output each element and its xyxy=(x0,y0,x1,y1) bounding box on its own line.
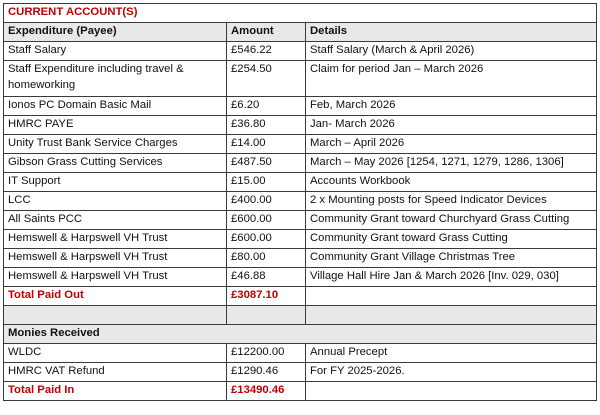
payee-cell: Ionos PC Domain Basic Mail xyxy=(4,97,227,116)
table-row xyxy=(4,268,597,287)
total-paid-in-row xyxy=(4,382,597,401)
details-cell: Staff Salary (March & April 2026) xyxy=(306,42,597,61)
table-row xyxy=(4,211,597,230)
table-title: CURRENT ACCOUNT(S) xyxy=(4,4,597,23)
payee-cell: Hemswell & Harpswell VH Trust xyxy=(4,268,227,287)
table-row xyxy=(4,154,597,173)
details-cell: For FY 2025-2026. xyxy=(306,363,597,382)
amount-cell: £36.80 xyxy=(227,116,306,135)
details-cell: Feb, March 2026 xyxy=(306,97,597,116)
amount-cell: £15.00 xyxy=(227,173,306,192)
payee-cell: HMRC PAYE xyxy=(4,116,227,135)
payee-cell: HMRC VAT Refund xyxy=(4,363,227,382)
amount-cell: £487.50 xyxy=(227,154,306,173)
header-payee: Expenditure (Payee) xyxy=(4,23,227,42)
details-cell: Annual Precept xyxy=(306,344,597,363)
amount-cell: £546.22 xyxy=(227,42,306,61)
amount-cell: £46.88 xyxy=(227,268,306,287)
details-cell: Community Grant toward Grass Cutting xyxy=(306,230,597,249)
total-paid-in-label: Total Paid In xyxy=(4,382,227,401)
table-row xyxy=(4,42,597,61)
amount-cell: £1290.46 xyxy=(227,363,306,382)
total-paid-out-amount: £3087.10 xyxy=(227,287,306,306)
details-cell: Community Grant toward Churchyard Grass Cutting xyxy=(306,211,597,230)
monies-received-header-row xyxy=(4,325,597,344)
amount-cell: £6.20 xyxy=(227,97,306,116)
details-cell: Village Hall Hire Jan & March 2026 [Inv. 029, 030] xyxy=(306,268,597,287)
table-row xyxy=(4,135,597,154)
amount-cell: £80.00 xyxy=(227,249,306,268)
empty-cell xyxy=(306,287,597,306)
amount-cell: £12200.00 xyxy=(227,344,306,363)
amount-cell: £600.00 xyxy=(227,230,306,249)
details-cell: Community Grant Village Christmas Tree xyxy=(306,249,597,268)
total-paid-in-amount: £13490.46 xyxy=(227,382,306,401)
payee-cell: All Saints PCC xyxy=(4,211,227,230)
details-cell: March – April 2026 xyxy=(306,135,597,154)
current-account-document xyxy=(3,3,596,401)
header-row xyxy=(4,23,597,42)
total-paid-out-row xyxy=(4,287,597,306)
amount-cell: £600.00 xyxy=(227,211,306,230)
payee-cell: WLDC xyxy=(4,344,227,363)
amount-cell: £14.00 xyxy=(227,135,306,154)
table-row xyxy=(4,61,597,97)
table-row xyxy=(4,97,597,116)
empty-cell xyxy=(4,306,227,325)
table-row xyxy=(4,344,597,363)
header-details: Details xyxy=(306,23,597,42)
amount-cell: £254.50 xyxy=(227,61,306,97)
payee-cell: Staff Salary xyxy=(4,42,227,61)
details-cell: March – May 2026 [1254, 1271, 1279, 1286, 1306] xyxy=(306,154,597,173)
table-row xyxy=(4,363,597,382)
total-paid-out-label: Total Paid Out xyxy=(4,287,227,306)
payee-cell: Gibson Grass Cutting Services xyxy=(4,154,227,173)
table-row xyxy=(4,192,597,211)
payee-cell: LCC xyxy=(4,192,227,211)
empty-cell xyxy=(306,306,597,325)
table-row xyxy=(4,230,597,249)
details-cell: Accounts Workbook xyxy=(306,173,597,192)
monies-received-title: Monies Received xyxy=(4,325,597,344)
table-row xyxy=(4,249,597,268)
payee-cell: IT Support xyxy=(4,173,227,192)
accounts-table xyxy=(3,3,597,401)
title-row xyxy=(4,4,597,23)
spacer-row xyxy=(4,306,597,325)
payee-cell: Staff Expenditure including travel & homeworking xyxy=(4,61,227,97)
details-cell: 2 x Mounting posts for Speed Indicator Devices xyxy=(306,192,597,211)
details-cell: Jan- March 2026 xyxy=(306,116,597,135)
details-cell: Claim for period Jan – March 2026 xyxy=(306,61,597,97)
table-row xyxy=(4,173,597,192)
table-row xyxy=(4,116,597,135)
header-amount: Amount xyxy=(227,23,306,42)
payee-cell: Hemswell & Harpswell VH Trust xyxy=(4,249,227,268)
amount-cell: £400.00 xyxy=(227,192,306,211)
payee-cell: Unity Trust Bank Service Charges xyxy=(4,135,227,154)
empty-cell xyxy=(306,382,597,401)
empty-cell xyxy=(227,306,306,325)
payee-cell: Hemswell & Harpswell VH Trust xyxy=(4,230,227,249)
